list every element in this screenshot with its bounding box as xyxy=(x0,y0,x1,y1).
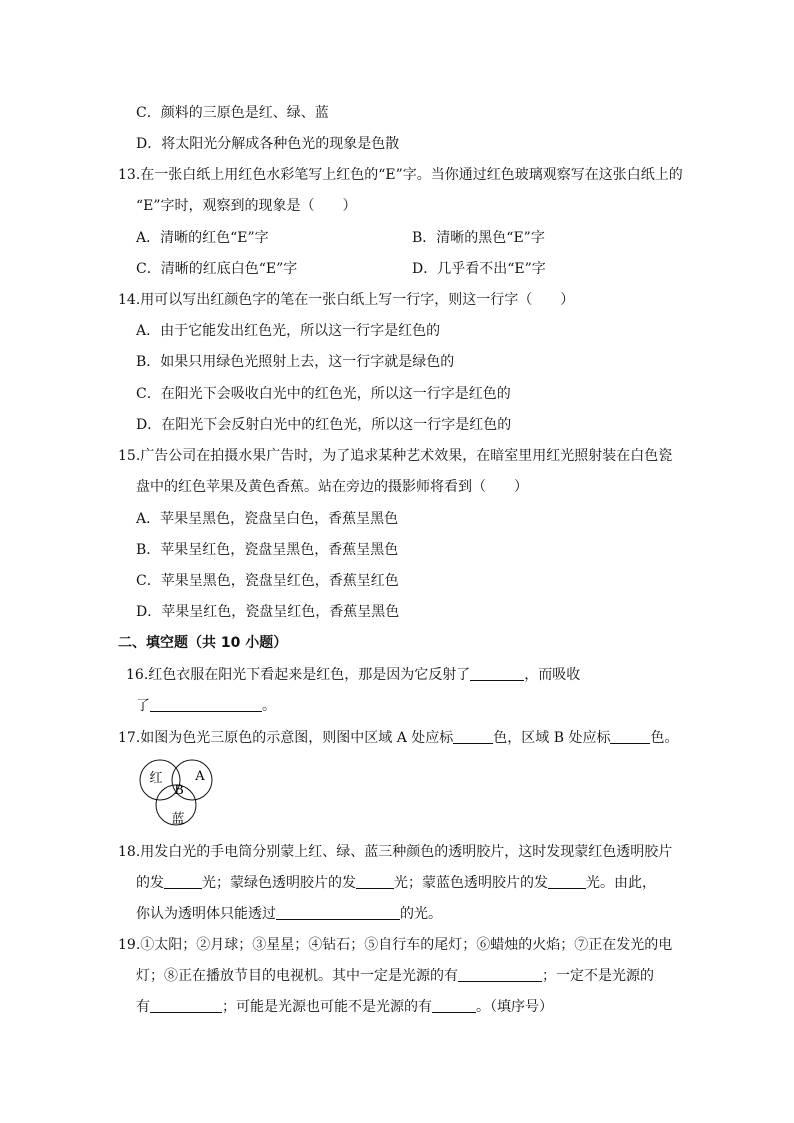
q19-text-5: 。（填序号） xyxy=(476,999,553,1015)
q14-option-d: D．在阳光下会反射白光中的红色光，所以这一行字是红色的 xyxy=(136,417,512,433)
section-title: 二、填空题（共 10 小题） xyxy=(118,635,288,651)
q13-option-d: D．几乎看不出“E”字 xyxy=(412,261,546,277)
q15-stem-line1: 15.广告公司在拍摄水果广告时，为了追求某种艺术效果，在暗室里用红光照射装在白色瓷 xyxy=(118,448,673,464)
q19-text-4: ；可能是光源也可能不是光源的有 xyxy=(222,999,432,1015)
q18-blank-red[interactable] xyxy=(164,874,202,889)
q13-stem-line1: 13.在一张白纸上用红色水彩笔写上红色的“E”字。当你通过红色玻璃观察写在这张白纸上的 xyxy=(118,167,683,183)
q18-text-3: 光；蒙蓝色透明胶片的发 xyxy=(394,875,548,891)
q18-line2 xyxy=(136,874,656,892)
q15-option-c: C．苹果呈黑色，瓷盘呈红色，香蕉呈红色 xyxy=(136,573,399,589)
venn-label-a: A xyxy=(195,769,205,784)
q19-line2 xyxy=(136,967,654,985)
q18-line3 xyxy=(136,905,442,923)
q12-option-d: D．将太阳光分解成各种色光的现象是色散 xyxy=(136,136,400,152)
q15-option-a: A．苹果呈黑色，瓷盘呈白色，香蕉呈黑色 xyxy=(136,511,399,527)
q19-blank-2[interactable] xyxy=(150,998,222,1013)
q14-option-a: A．由于它能发出红色光，所以这一行字是红色的 xyxy=(136,323,441,339)
q18-blank-blue[interactable] xyxy=(548,874,586,889)
q16-text-4: 。 xyxy=(262,698,276,714)
q13-option-c: C．清晰的红底白色“E”字 xyxy=(136,261,298,277)
q16-blank-1[interactable] xyxy=(470,666,524,681)
q18-line1: 18.用发白光的手电筒分别蒙上红、绿、蓝三种颜色的透明胶片，这时发现蒙红色透明胶片 xyxy=(118,844,673,860)
q17-text-3: 色。 xyxy=(650,730,679,746)
q16-text-3: 了 xyxy=(136,698,150,714)
q14-option-b: B．如果只用绿色光照射上去，这一行字就是绿色的 xyxy=(136,354,455,370)
q17-line xyxy=(118,729,678,747)
q17-text-1: 17.如图为色光三原色的示意图，则图中区域 A 处应标 xyxy=(118,730,454,746)
q13-option-a: A．清晰的红色“E”字 xyxy=(136,230,269,246)
venn-label-red: 红 xyxy=(149,771,163,786)
q18-text-2: 光；蒙绿色透明胶片的发 xyxy=(202,875,356,891)
q18-blank-green[interactable] xyxy=(356,874,394,889)
q13-stem-line2: “E”字时，观察到的现象是（ ） xyxy=(136,198,357,214)
q16-line2 xyxy=(136,697,276,715)
q13-option-b: B．清晰的黑色“E”字 xyxy=(412,230,545,246)
q14-option-c: C．在阳光下会吸收白光中的红色光，所以这一行字是红色的 xyxy=(136,386,511,402)
venn-label-blue: 蓝 xyxy=(171,812,185,827)
color-venn-diagram xyxy=(134,758,224,830)
q16-line1 xyxy=(126,666,580,684)
q19-text-3: 有 xyxy=(136,999,150,1015)
q15-stem-line2: 盘中的红色苹果及黄色香蕉。站在旁边的摄影师将看到（ ） xyxy=(136,479,528,495)
q15-option-b: B．苹果呈红色，瓷盘呈黑色，香蕉呈黑色 xyxy=(136,542,399,558)
q12-option-c: C．颜料的三原色是红、绿、蓝 xyxy=(136,105,329,121)
q18-text-1: 的发 xyxy=(136,875,164,891)
q17-blank-b[interactable] xyxy=(610,729,650,744)
q16-blank-2[interactable] xyxy=(150,697,262,712)
q19-line3 xyxy=(136,998,553,1016)
q19-blank-3[interactable] xyxy=(432,998,476,1013)
q14-stem: 14.用可以写出红颜色字的笔在一张白纸上写一行字，则这一行字（ ） xyxy=(118,292,575,308)
q18-blank-conclusion[interactable] xyxy=(276,905,400,920)
q19-text-2: ；一定不是光源的 xyxy=(542,968,654,984)
q19-line1: 19.①太阳；②月球；③星星；④钻石；⑤自行车的尾灯；⑥蜡烛的火焰；⑦正在发光的电 xyxy=(118,937,673,953)
q18-text-4: 光。由此， xyxy=(586,875,656,891)
q16-text-1: 16.红色衣服在阳光下看起来是红色，那是因为它反射了 xyxy=(126,667,471,683)
q17-blank-a[interactable] xyxy=(453,729,493,744)
q15-option-d: D．苹果呈红色，瓷盘呈红色，香蕉呈黑色 xyxy=(136,604,400,620)
venn-label-b: B xyxy=(174,783,184,798)
q18-text-6: 的光。 xyxy=(400,906,442,922)
q18-text-5: 你认为透明体只能透过 xyxy=(136,906,276,922)
q19-text-1: 灯；⑧正在播放节目的电视机。其中一定是光源的有 xyxy=(136,968,458,984)
q17-text-2: 色，区域 B 处应标 xyxy=(493,730,611,746)
q16-text-2: ，而吸收 xyxy=(524,667,581,683)
q19-blank-1[interactable] xyxy=(458,967,542,982)
